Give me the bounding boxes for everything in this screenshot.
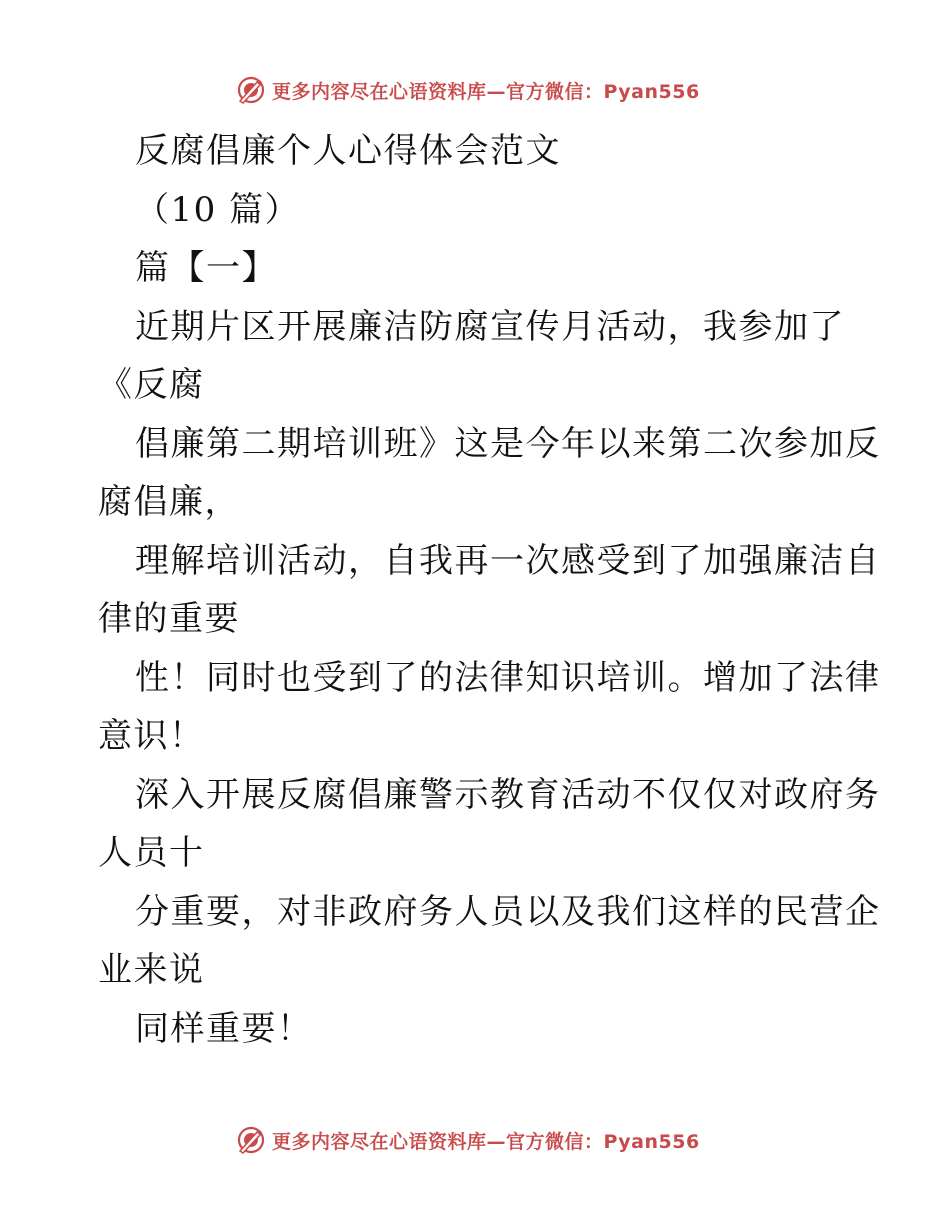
section-heading: 篇【一】 [135,248,277,288]
paragraph-line: 性！同时也受到了的法律知识培训。增加了法律 [135,657,881,698]
pen-logo-icon [236,75,266,105]
paragraph-line: 律的重要 [98,599,240,639]
watermark-text: 更多内容尽在心语资料库—官方微信：Pyan556 [272,1130,700,1153]
paragraph-line: 深入开展反腐倡廉警示教育活动不仅仅对政府务 [135,774,881,815]
footer-watermark [236,1122,700,1158]
paragraph-line: 理解培训活动，自我再一次感受到了加强廉洁自 [135,540,881,581]
paragraph-line: 分重要，对非政府务人员以及我们这样的民营企 [135,891,881,932]
paragraph-line: 同样重要！ [135,1008,313,1049]
watermark-text: 更多内容尽在心语资料库—官方微信：Pyan556 [272,80,700,103]
pen-logo-icon [236,1125,266,1155]
doc-subtitle: （10 篇） [135,189,301,230]
paragraph-line: 业来说 [98,950,205,990]
header-watermark [236,72,700,108]
document-body [98,122,881,1058]
paragraph-line: 人员十 [98,833,205,873]
paragraph-line: 《反腐 [98,365,205,405]
doc-title: 反腐倡廉个人心得体会范文 [135,131,561,171]
paragraph-line: 意识！ [98,716,205,756]
paragraph-line: 倡廉第二期培训班》这是今年以来第二次参加反 [135,423,881,464]
paragraph-line: 腐倡廉， [98,482,240,522]
paragraph-line: 近期片区开展廉洁防腐宣传月活动，我参加了 [135,306,845,347]
